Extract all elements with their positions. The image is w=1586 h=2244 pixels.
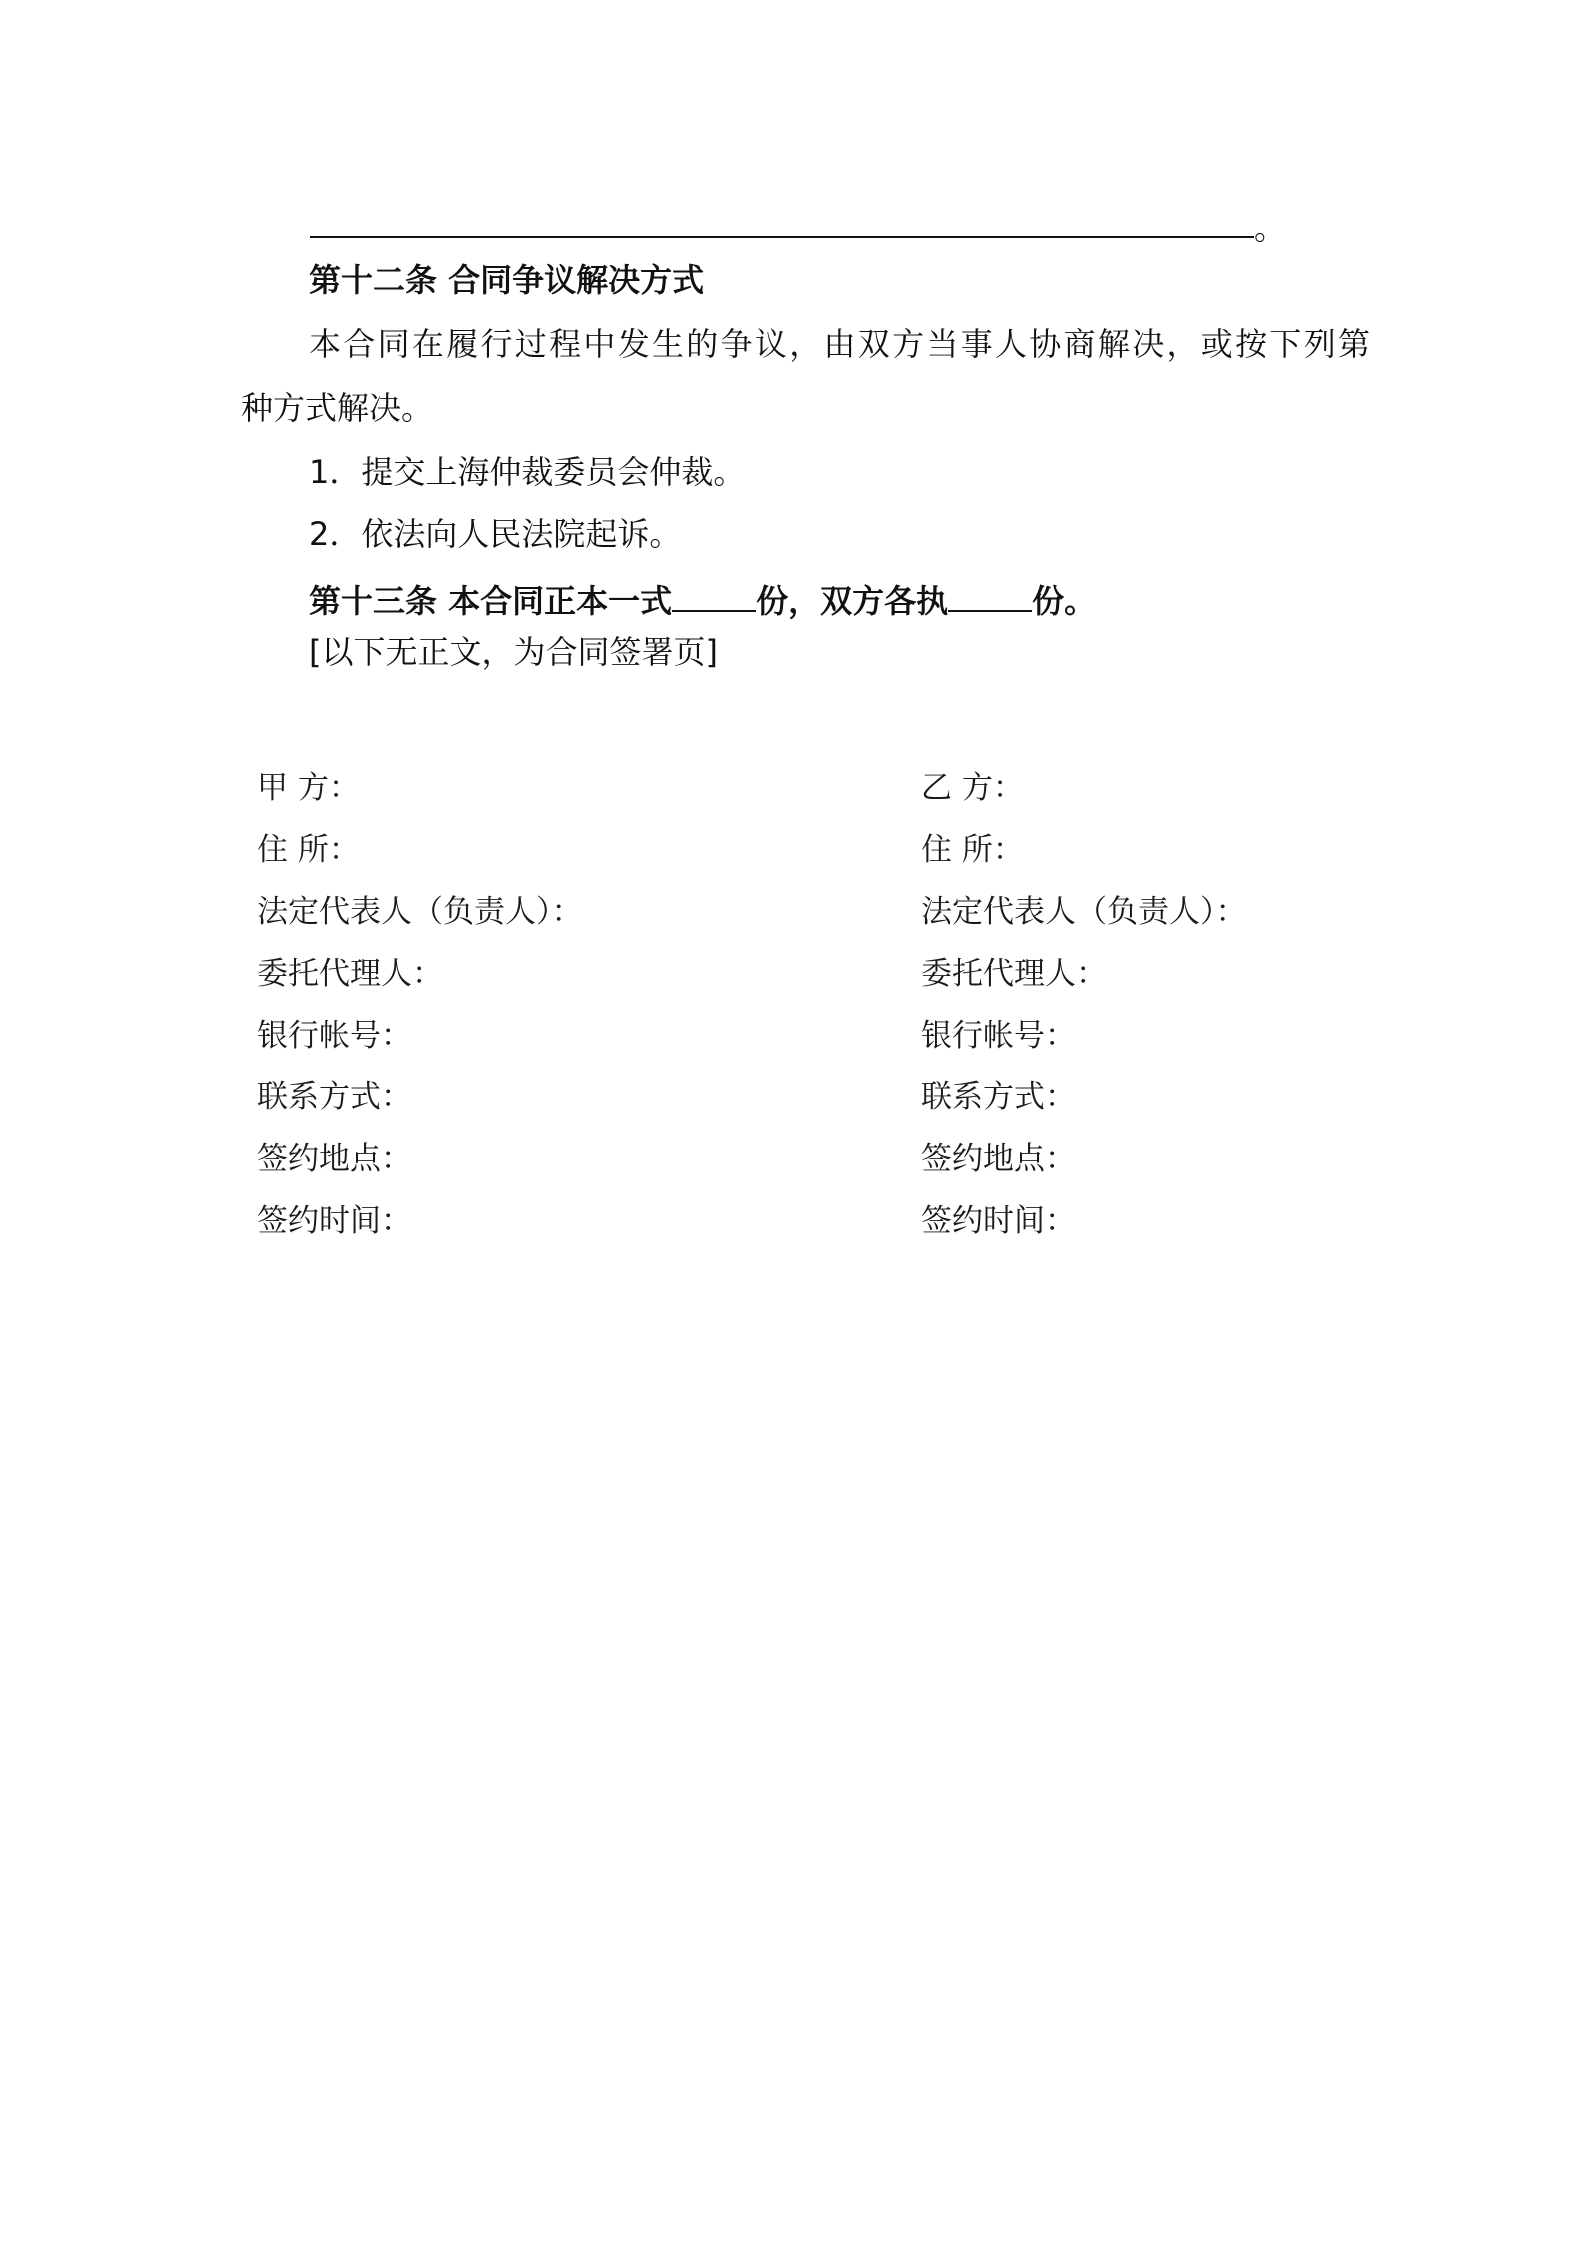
party-a-name-label: 甲 方： xyxy=(257,770,360,806)
article-13-text-c: 份。 xyxy=(1032,582,1097,620)
party-b-address-label: 住 所： xyxy=(921,832,1024,868)
no-more-text-note: [以下无正文，为合同签署页] xyxy=(309,633,718,671)
article-12-paragraph-line-2: 种方式解决。 xyxy=(241,389,434,427)
article-12-paragraph-line-1: 本合同在履行过程中发生的争议，由双方当事人协商解决，或按下列第 xyxy=(309,325,1373,363)
party-b-place-label: 签约地点： xyxy=(921,1141,1076,1177)
party-b-legal-rep-label: 法定代表人（负责人）： xyxy=(921,894,1247,930)
party-b-contact-label: 联系方式： xyxy=(921,1079,1076,1115)
article-12-option-1: 1．提交上海仲裁委员会仲裁。 xyxy=(309,453,746,491)
party-a-address-label: 住 所： xyxy=(257,832,360,868)
fill-in-line xyxy=(310,236,1254,238)
article-13 xyxy=(309,574,1096,623)
party-b-bank-label: 银行帐号： xyxy=(921,1018,1076,1054)
article-12-option-2: 2．依法向人民法院起诉。 xyxy=(309,515,682,553)
article-13-text-b: 份，双方各执 xyxy=(756,582,949,620)
party-b-name-label: 乙 方： xyxy=(921,770,1024,806)
party-a-legal-rep-label: 法定代表人（负责人）： xyxy=(257,894,583,930)
party-b-agent-label: 委托代理人： xyxy=(921,956,1107,992)
copies-total-blank xyxy=(672,574,756,612)
party-a-time-label: 签约时间： xyxy=(257,1203,412,1239)
party-a-bank-label: 银行帐号： xyxy=(257,1018,412,1054)
party-a-agent-label: 委托代理人： xyxy=(257,956,443,992)
party-b-time-label: 签约时间： xyxy=(921,1203,1076,1239)
party-a-contact-label: 联系方式： xyxy=(257,1079,412,1115)
copies-each-blank xyxy=(948,574,1032,612)
party-a-place-label: 签约地点： xyxy=(257,1141,412,1177)
article-12-heading: 第十二条 合同争议解决方式 xyxy=(309,261,705,299)
end-period: 。 xyxy=(1254,209,1287,247)
article-13-text-a: 第十三条 本合同正本一式 xyxy=(309,582,673,620)
